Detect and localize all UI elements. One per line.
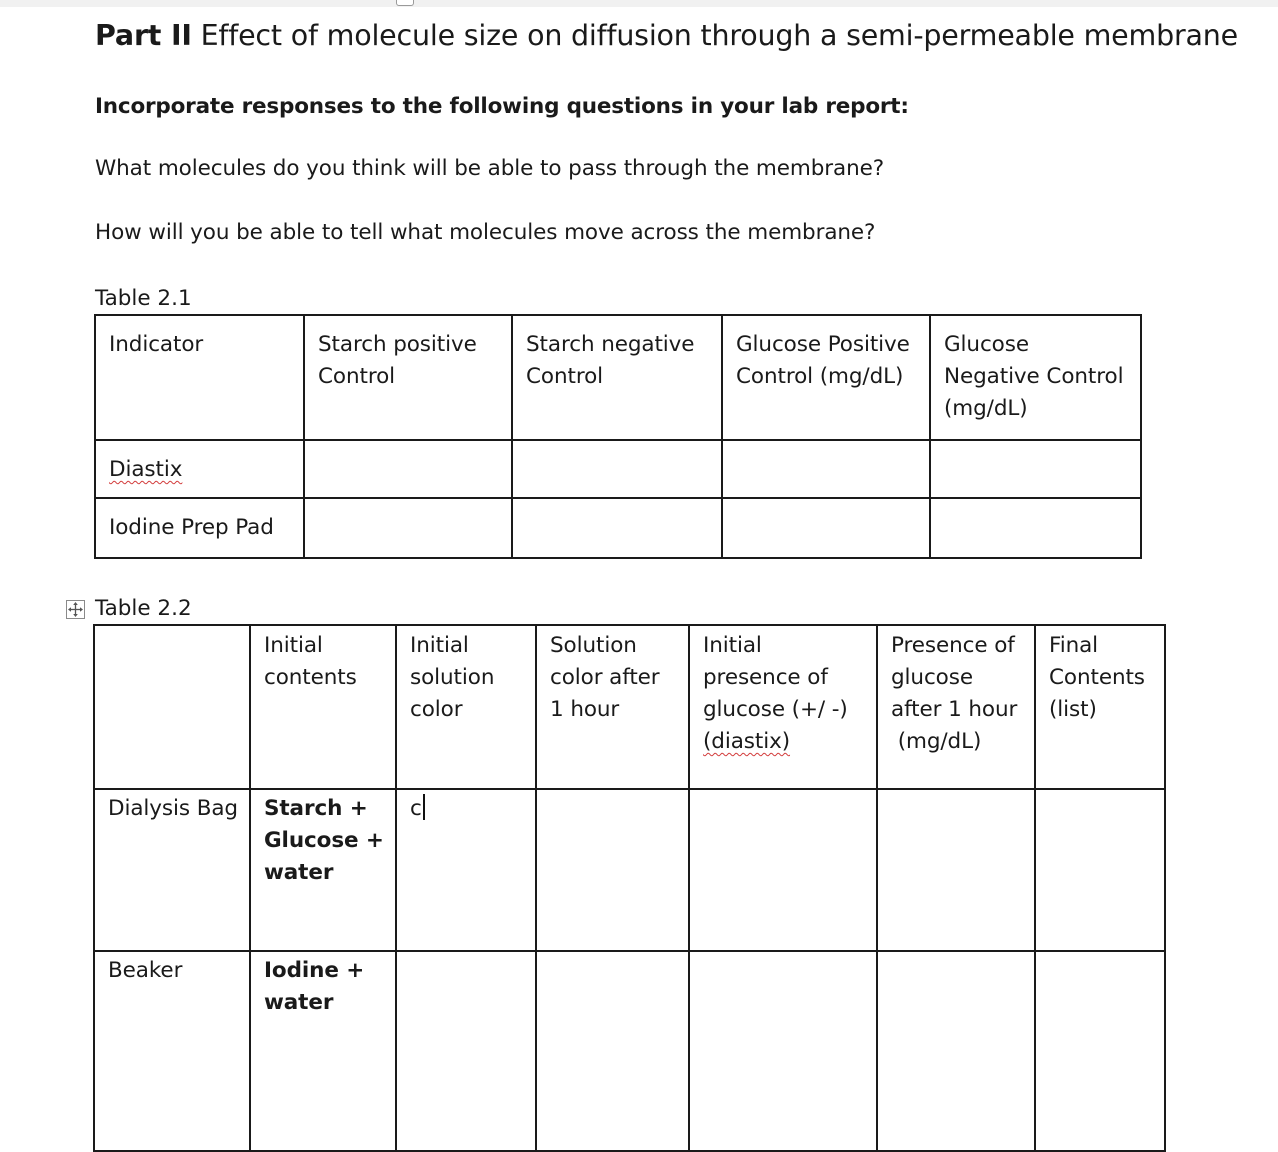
table-cell[interactable] <box>722 498 930 558</box>
table-cell[interactable] <box>689 789 877 951</box>
header-empty[interactable] <box>94 625 250 789</box>
table-cell[interactable] <box>877 951 1035 1151</box>
header-starch-negative[interactable]: Starch negative Control <box>512 315 722 440</box>
document-top-edge <box>0 0 1278 7</box>
table-cell[interactable] <box>722 440 930 498</box>
table-cell[interactable] <box>1035 951 1165 1151</box>
ruler-marker <box>396 0 414 6</box>
table-cell[interactable] <box>536 951 689 1151</box>
table-cell[interactable] <box>689 951 877 1151</box>
table-cell[interactable] <box>877 789 1035 951</box>
header-initial-glucose[interactable]: Initial presence of glucose (+/ -) (diastix) <box>689 625 877 789</box>
table-cell[interactable] <box>930 498 1141 558</box>
header-glucose-positive[interactable]: Glucose Positive Control (mg/dL) <box>722 315 930 440</box>
header-starch-positive[interactable]: Starch positive Control <box>304 315 512 440</box>
table-cell[interactable] <box>512 440 722 498</box>
table-cell[interactable] <box>1035 789 1165 951</box>
header-initial-solution-color[interactable]: Initial solution color <box>396 625 536 789</box>
row-label-iodine-prep-pad[interactable]: Iodine Prep Pad <box>95 498 304 558</box>
table-cell[interactable] <box>930 440 1141 498</box>
beaker-contents[interactable]: Iodine + water <box>250 951 396 1151</box>
header-initial-contents[interactable]: Initial contents <box>250 625 396 789</box>
table-row <box>94 789 1165 951</box>
table-cell[interactable] <box>396 951 536 1151</box>
table-2-1-caption: Table 2.1 <box>95 286 192 311</box>
row-label-beaker[interactable]: Beaker <box>94 951 250 1151</box>
table-cell[interactable] <box>536 789 689 951</box>
table-cell[interactable] <box>512 498 722 558</box>
table-row <box>94 951 1165 1151</box>
question-1: What molecules do you think will be able to pass through the membrane? <box>95 156 885 181</box>
header-solution-color-after[interactable]: Solution color after 1 hour <box>536 625 689 789</box>
table-row <box>95 440 1141 498</box>
question-2: How will you be able to tell what molecules move across the membrane? <box>95 220 876 245</box>
text-cursor <box>423 794 425 820</box>
page-title: Part II Effect of molecule size on diffusion through a semi-permeable membrane <box>95 19 1238 52</box>
instructions-heading: Incorporate responses to the following questions in your lab report: <box>95 94 909 119</box>
header-indicator[interactable]: Indicator <box>95 315 304 440</box>
table-2-1 <box>94 314 1142 559</box>
header-glucose-negative[interactable]: Glucose Negative Control (mg/dL) <box>930 315 1141 440</box>
table-cell[interactable] <box>304 440 512 498</box>
table-cell[interactable] <box>304 498 512 558</box>
row-label-dialysis-bag[interactable]: Dialysis Bag <box>94 789 250 951</box>
header-glucose-after-hour[interactable]: Presence of glucose after 1 hour (mg/dL) <box>877 625 1035 789</box>
header-final-contents[interactable]: Final Contents (list) <box>1035 625 1165 789</box>
dialysis-bag-initial-color-input[interactable]: c <box>396 789 536 951</box>
four-arrows-move-icon[interactable] <box>66 600 85 619</box>
table-2-2 <box>93 624 1166 1152</box>
row-label-diastix[interactable]: Diastix <box>95 440 304 498</box>
table-row <box>95 498 1141 558</box>
table-2-2-caption: Table 2.2 <box>95 596 192 621</box>
dialysis-bag-contents[interactable]: Starch + Glucose + water <box>250 789 396 951</box>
